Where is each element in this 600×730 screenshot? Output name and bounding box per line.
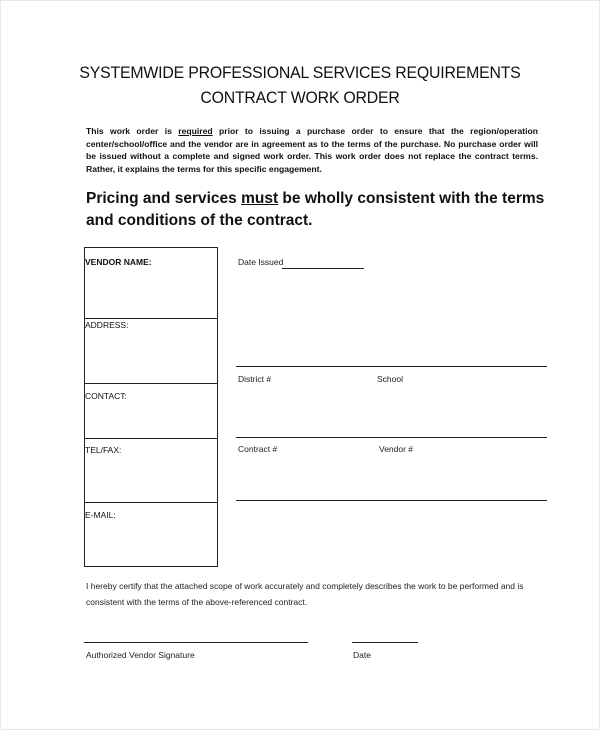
pricing-emphasis: must: [241, 190, 279, 207]
contract-vendor-field[interactable]: [236, 437, 547, 438]
tel-fax-label: TEL/FAX:: [85, 445, 122, 455]
document-title-line1: SYSTEMWIDE PROFESSIONAL SERVICES REQUIREMENTS: [79, 64, 521, 82]
vendor-signature-label: Authorized Vendor Signature: [86, 650, 195, 660]
pricing-statement: [86, 188, 546, 232]
contact-label: CONTACT:: [85, 391, 127, 401]
date-issued-field[interactable]: [282, 268, 364, 269]
pricing-text-before: Pricing and services: [86, 190, 242, 207]
vendor-signature-field[interactable]: [84, 642, 308, 643]
additional-field-line[interactable]: [236, 500, 547, 501]
vendor-name-label: VENDOR NAME:: [85, 257, 152, 267]
document-title-line2: CONTRACT WORK ORDER: [200, 89, 400, 107]
intro-emphasis: required: [178, 126, 213, 136]
district-school-field[interactable]: [236, 366, 547, 367]
vendor-box-divider: [85, 438, 217, 439]
email-label: E-MAIL:: [85, 510, 116, 520]
school-label: School: [377, 374, 403, 384]
vendor-box-divider: [85, 383, 217, 384]
vendor-number-label: Vendor #: [379, 444, 414, 454]
intro-paragraph: [86, 125, 538, 175]
vendor-box-divider: [85, 318, 217, 319]
intro-text-before: This work order is: [86, 126, 179, 136]
pricing-text-after: be wholly consistent with the terms and conditions of the contract.: [86, 190, 545, 229]
address-label: ADDRESS:: [85, 320, 129, 330]
date-issued-label: Date Issued: [238, 257, 284, 267]
vendor-box-divider: [85, 502, 217, 503]
contract-label: Contract #: [238, 444, 278, 454]
vendor-info-box: [84, 247, 218, 567]
signature-date-label: Date: [353, 650, 371, 660]
certification-statement: I hereby certify that the attached scope of work accurately and completely describes the work to be performed and is consistent with the terms of the above-referenced contract.: [86, 581, 524, 607]
intro-text-after: prior to issuing a purchase order to ensure that the region/operation center/school/office and the vendor are in agreement as to the terms of the purchase. No purchase order will be issued without a complete and signed work order. This work order does not replace the contract terms. Rather, it explains the terms for this specific engagement.: [86, 126, 538, 174]
district-label: District #: [238, 374, 272, 384]
signature-date-field[interactable]: [352, 642, 418, 643]
